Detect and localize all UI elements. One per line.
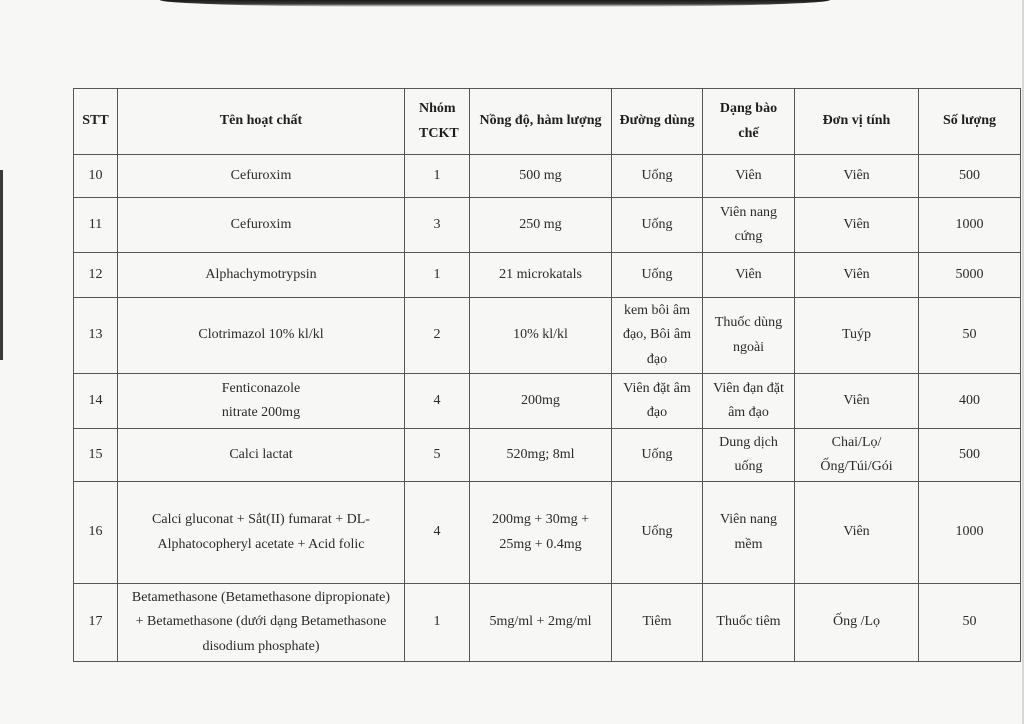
cell-form: Viên nang cứng — [703, 198, 795, 253]
cell-unit: Viên — [795, 155, 919, 198]
cell-concentration: 200mg — [470, 374, 612, 429]
table-row — [74, 155, 1021, 198]
cell-group: 5 — [405, 429, 470, 482]
cell-quantity: 400 — [919, 374, 1021, 429]
cell-route: Uống — [612, 482, 703, 584]
header-name: Tên hoạt chất — [118, 89, 405, 155]
cell-stt: 11 — [74, 198, 118, 253]
cell-group: 4 — [405, 374, 470, 429]
drug-table — [73, 88, 1021, 662]
cell-name: Alphachymotrypsin — [118, 253, 405, 298]
cell-name: Calci gluconat + Sắt(II) fumarat + DL-Alphatocopheryl acetate + Acid folic — [118, 482, 405, 584]
cell-route: Uống — [612, 253, 703, 298]
cell-group: 1 — [405, 155, 470, 198]
cell-quantity: 1000 — [919, 482, 1021, 584]
table-row — [74, 482, 1021, 584]
cell-group: 4 — [405, 482, 470, 584]
cell-name: Fenticonazole nitrate 200mg — [118, 374, 405, 429]
cell-quantity: 500 — [919, 155, 1021, 198]
cell-unit: Viên — [795, 374, 919, 429]
cell-quantity: 1000 — [919, 198, 1021, 253]
header-concentration: Nồng độ, hàm lượng — [470, 89, 612, 155]
cell-unit: Tuýp — [795, 298, 919, 374]
cell-form: Viên — [703, 253, 795, 298]
cell-stt: 12 — [74, 253, 118, 298]
cell-name: Clotrimazol 10% kl/kl — [118, 298, 405, 374]
cell-concentration: 520mg; 8ml — [470, 429, 612, 482]
header-quantity: Số lượng — [919, 89, 1021, 155]
cell-form: Thuốc dùng ngoài — [703, 298, 795, 374]
table-row — [74, 374, 1021, 429]
table-row — [74, 584, 1021, 662]
cell-name: Betamethasone (Betamethasone dipropionate) + Betamethasone (dưới dạng Betamethasone disodium phosphate) — [118, 584, 405, 662]
cell-form: Viên nang mềm — [703, 482, 795, 584]
cell-group: 3 — [405, 198, 470, 253]
header-group: Nhóm TCKT — [405, 89, 470, 155]
cell-quantity: 50 — [919, 584, 1021, 662]
cell-unit: Chai/Lọ/Ống/Túi/Gói — [795, 429, 919, 482]
table-row — [74, 198, 1021, 253]
cell-group: 2 — [405, 298, 470, 374]
header-route: Đường dùng — [612, 89, 703, 155]
cell-name: Calci lactat — [118, 429, 405, 482]
cell-route: Viên đặt âm đạo — [612, 374, 703, 429]
cell-unit: Ống /Lọ — [795, 584, 919, 662]
cell-route: Uống — [612, 155, 703, 198]
cell-route: Uống — [612, 429, 703, 482]
cell-form: Thuốc tiêm — [703, 584, 795, 662]
cell-name: Cefuroxim — [118, 155, 405, 198]
cell-route: Tiêm — [612, 584, 703, 662]
cell-stt: 16 — [74, 482, 118, 584]
scan-shadow-left — [0, 170, 3, 360]
cell-concentration: 200mg + 30mg + 25mg + 0.4mg — [470, 482, 612, 584]
cell-route: kem bôi âm đạo, Bôi âm đạo — [612, 298, 703, 374]
cell-concentration: 250 mg — [470, 198, 612, 253]
cell-unit: Viên — [795, 482, 919, 584]
header-stt: STT — [74, 89, 118, 155]
cell-quantity: 5000 — [919, 253, 1021, 298]
cell-route: Uống — [612, 198, 703, 253]
cell-quantity: 50 — [919, 298, 1021, 374]
header-unit: Đơn vị tính — [795, 89, 919, 155]
cell-name: Cefuroxim — [118, 198, 405, 253]
cell-concentration: 500 mg — [470, 155, 612, 198]
cell-stt: 13 — [74, 298, 118, 374]
table-row — [74, 298, 1021, 374]
cell-concentration: 10% kl/kl — [470, 298, 612, 374]
cell-group: 1 — [405, 253, 470, 298]
table-row — [74, 429, 1021, 482]
cell-stt: 10 — [74, 155, 118, 198]
table-row — [74, 253, 1021, 298]
cell-concentration: 5mg/ml + 2mg/ml — [470, 584, 612, 662]
cell-form: Viên — [703, 155, 795, 198]
table-header-row — [74, 89, 1021, 155]
cell-stt: 15 — [74, 429, 118, 482]
scan-shadow-top — [160, 0, 830, 7]
cell-form: Dung dịch uống — [703, 429, 795, 482]
cell-group: 1 — [405, 584, 470, 662]
cell-stt: 14 — [74, 374, 118, 429]
cell-unit: Viên — [795, 253, 919, 298]
cell-unit: Viên — [795, 198, 919, 253]
cell-concentration: 21 microkatals — [470, 253, 612, 298]
cell-stt: 17 — [74, 584, 118, 662]
cell-quantity: 500 — [919, 429, 1021, 482]
header-form: Dạng bào chế — [703, 89, 795, 155]
cell-form: Viên đạn đặt âm đạo — [703, 374, 795, 429]
